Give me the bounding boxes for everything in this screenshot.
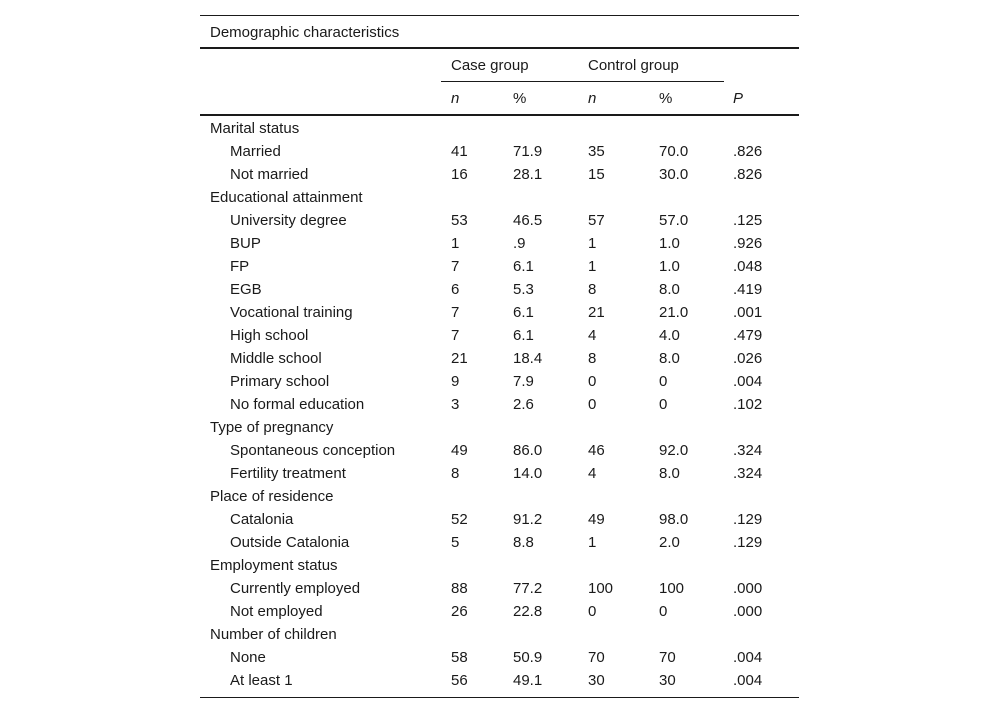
table-header bbox=[200, 49, 799, 114]
case-n-cell: 3 bbox=[451, 396, 460, 413]
p-value-cell: .125 bbox=[733, 212, 763, 229]
row-label: Middle school bbox=[230, 350, 322, 367]
section-label: Employment status bbox=[210, 557, 338, 574]
case-pct-cell: 91.2 bbox=[513, 511, 543, 528]
control-pct-cell: 70.0 bbox=[659, 143, 689, 160]
case-pct-cell: 18.4 bbox=[513, 350, 543, 367]
row-label: Currently employed bbox=[230, 580, 361, 597]
p-value-cell: .479 bbox=[733, 327, 763, 344]
case-n-cell: 58 bbox=[451, 649, 468, 666]
row-label: BUP bbox=[230, 235, 261, 252]
table-row bbox=[200, 462, 799, 485]
control-pct-cell: 57.0 bbox=[659, 212, 689, 229]
case-pct-cell: 6.1 bbox=[513, 304, 534, 321]
case-pct-cell: 50.9 bbox=[513, 649, 543, 666]
row-label: At least 1 bbox=[230, 672, 293, 689]
control-n-cell: 4 bbox=[588, 465, 597, 482]
case-pct-cell: 46.5 bbox=[513, 212, 543, 229]
control-n-cell: 1 bbox=[588, 258, 597, 275]
case-pct-cell: 71.9 bbox=[513, 143, 543, 160]
section-row bbox=[200, 416, 799, 439]
row-label: Fertility treatment bbox=[230, 465, 346, 482]
control-pct-cell: 0 bbox=[659, 396, 668, 413]
p-value-cell: .102 bbox=[733, 396, 763, 413]
section-row bbox=[200, 554, 799, 577]
case-pct-cell: 28.1 bbox=[513, 166, 543, 183]
p-value-cell: .004 bbox=[733, 373, 763, 390]
control-n-cell: 30 bbox=[588, 672, 605, 689]
case-pct-cell: 6.1 bbox=[513, 327, 534, 344]
case-n-header: n bbox=[451, 90, 460, 107]
control-pct-cell: 21.0 bbox=[659, 304, 689, 321]
p-value-cell: .004 bbox=[733, 649, 763, 666]
control-n-cell: 46 bbox=[588, 442, 605, 459]
case-n-cell: 56 bbox=[451, 672, 468, 689]
case-n-cell: 41 bbox=[451, 143, 468, 160]
row-label: Primary school bbox=[230, 373, 330, 390]
case-pct-cell: 8.8 bbox=[513, 534, 534, 551]
p-value-cell: .826 bbox=[733, 166, 763, 183]
table-row bbox=[200, 508, 799, 531]
section-label: Marital status bbox=[210, 120, 300, 137]
case-pct-cell: 6.1 bbox=[513, 258, 534, 275]
table-row bbox=[200, 347, 799, 370]
table-row bbox=[200, 255, 799, 278]
table-body bbox=[200, 116, 799, 697]
case-n-cell: 1 bbox=[451, 235, 460, 252]
control-n-cell: 0 bbox=[588, 373, 597, 390]
table-row bbox=[200, 393, 799, 416]
case-n-cell: 7 bbox=[451, 304, 460, 321]
p-value-cell: .000 bbox=[733, 580, 763, 597]
row-label: University degree bbox=[230, 212, 347, 229]
table-row bbox=[200, 324, 799, 347]
control-pct-cell: 2.0 bbox=[659, 534, 680, 551]
row-label: FP bbox=[230, 258, 250, 275]
table-row bbox=[200, 232, 799, 255]
table-row bbox=[200, 531, 799, 554]
case-pct-cell: 77.2 bbox=[513, 580, 543, 597]
row-label: Spontaneous conception bbox=[230, 442, 396, 459]
case-pct-cell: 22.8 bbox=[513, 603, 543, 620]
table-row bbox=[200, 577, 799, 600]
table-row bbox=[200, 669, 799, 692]
control-pct-cell: 4.0 bbox=[659, 327, 680, 344]
control-n-cell: 57 bbox=[588, 212, 605, 229]
case-n-cell: 52 bbox=[451, 511, 468, 528]
control-n-cell: 49 bbox=[588, 511, 605, 528]
section-label: Type of pregnancy bbox=[210, 419, 334, 436]
p-value-cell: .129 bbox=[733, 511, 763, 528]
case-n-cell: 7 bbox=[451, 327, 460, 344]
section-label: Educational attainment bbox=[210, 189, 363, 206]
p-value-cell: .026 bbox=[733, 350, 763, 367]
case-pct-cell: 5.3 bbox=[513, 281, 534, 298]
control-pct-cell: 1.0 bbox=[659, 258, 680, 275]
control-n-cell: 70 bbox=[588, 649, 605, 666]
p-value-cell: .001 bbox=[733, 304, 763, 321]
table-row bbox=[200, 439, 799, 462]
control-pct-cell: 0 bbox=[659, 603, 668, 620]
p-value-cell: .826 bbox=[733, 143, 763, 160]
case-pct-cell: .9 bbox=[513, 235, 526, 252]
row-label: Not married bbox=[230, 166, 309, 183]
control-n-cell: 8 bbox=[588, 281, 597, 298]
section-row bbox=[200, 623, 799, 646]
control-n-cell: 8 bbox=[588, 350, 597, 367]
control-n-cell: 1 bbox=[588, 235, 597, 252]
row-label: None bbox=[230, 649, 266, 666]
control-pct-cell: 8.0 bbox=[659, 350, 680, 367]
control-n-cell: 1 bbox=[588, 534, 597, 551]
p-value-cell: .926 bbox=[733, 235, 763, 252]
case-pct-cell: 7.9 bbox=[513, 373, 534, 390]
table-row bbox=[200, 278, 799, 301]
p-value-cell: .000 bbox=[733, 603, 763, 620]
demographics-table bbox=[200, 15, 799, 698]
section-row bbox=[200, 117, 799, 140]
p-value-cell: .419 bbox=[733, 281, 763, 298]
row-label: Outside Catalonia bbox=[230, 534, 350, 551]
section-row bbox=[200, 485, 799, 508]
case-pct-cell: 49.1 bbox=[513, 672, 543, 689]
case-n-cell: 53 bbox=[451, 212, 468, 229]
case-n-cell: 5 bbox=[451, 534, 460, 551]
case-n-cell: 26 bbox=[451, 603, 468, 620]
case-n-cell: 16 bbox=[451, 166, 468, 183]
p-value-cell: .004 bbox=[733, 672, 763, 689]
case-group-header: Case group bbox=[451, 57, 529, 74]
row-label: EGB bbox=[230, 281, 262, 298]
control-pct-cell: 0 bbox=[659, 373, 668, 390]
control-pct-cell: 70 bbox=[659, 649, 676, 666]
control-pct-cell: 8.0 bbox=[659, 465, 680, 482]
control-pct-header: % bbox=[659, 90, 673, 107]
case-n-cell: 21 bbox=[451, 350, 468, 367]
case-n-cell: 8 bbox=[451, 465, 460, 482]
section-label: Number of children bbox=[210, 626, 337, 643]
control-pct-cell: 98.0 bbox=[659, 511, 689, 528]
case-n-cell: 6 bbox=[451, 281, 460, 298]
control-n-cell: 100 bbox=[588, 580, 614, 597]
p-value-cell: .324 bbox=[733, 465, 763, 482]
control-n-cell: 0 bbox=[588, 396, 597, 413]
case-n-cell: 9 bbox=[451, 373, 460, 390]
case-n-cell: 7 bbox=[451, 258, 460, 275]
control-pct-cell: 30 bbox=[659, 672, 676, 689]
group-underline bbox=[441, 81, 724, 82]
p-value-cell: .324 bbox=[733, 442, 763, 459]
control-n-cell: 4 bbox=[588, 327, 597, 344]
control-pct-cell: 92.0 bbox=[659, 442, 689, 459]
row-label: No formal education bbox=[230, 396, 365, 413]
p-value-cell: .129 bbox=[733, 534, 763, 551]
case-pct-cell: 14.0 bbox=[513, 465, 543, 482]
table-caption: Demographic characteristics bbox=[210, 24, 400, 41]
table-row bbox=[200, 163, 799, 186]
row-label: High school bbox=[230, 327, 309, 344]
table-row bbox=[200, 140, 799, 163]
control-pct-cell: 8.0 bbox=[659, 281, 680, 298]
bottom-rule bbox=[200, 697, 799, 698]
section-row bbox=[200, 186, 799, 209]
case-pct-header: % bbox=[513, 90, 527, 107]
control-pct-cell: 30.0 bbox=[659, 166, 689, 183]
row-label: Not employed bbox=[230, 603, 323, 620]
section-label: Place of residence bbox=[210, 488, 334, 505]
row-label: Catalonia bbox=[230, 511, 294, 528]
p-value-header: P bbox=[733, 90, 744, 107]
table-row bbox=[200, 301, 799, 324]
control-group-header: Control group bbox=[588, 57, 679, 74]
control-n-cell: 15 bbox=[588, 166, 605, 183]
case-n-cell: 88 bbox=[451, 580, 468, 597]
case-pct-cell: 86.0 bbox=[513, 442, 543, 459]
control-n-cell: 21 bbox=[588, 304, 605, 321]
control-n-cell: 35 bbox=[588, 143, 605, 160]
table-row bbox=[200, 600, 799, 623]
row-label: Vocational training bbox=[230, 304, 353, 321]
table-row bbox=[200, 370, 799, 393]
control-n-header: n bbox=[588, 90, 597, 107]
control-n-cell: 0 bbox=[588, 603, 597, 620]
control-pct-cell: 100 bbox=[659, 580, 685, 597]
p-value-cell: .048 bbox=[733, 258, 763, 275]
row-label: Married bbox=[230, 143, 281, 160]
case-pct-cell: 2.6 bbox=[513, 396, 534, 413]
case-n-cell: 49 bbox=[451, 442, 468, 459]
table-row bbox=[200, 209, 799, 232]
table-row bbox=[200, 646, 799, 669]
control-pct-cell: 1.0 bbox=[659, 235, 680, 252]
